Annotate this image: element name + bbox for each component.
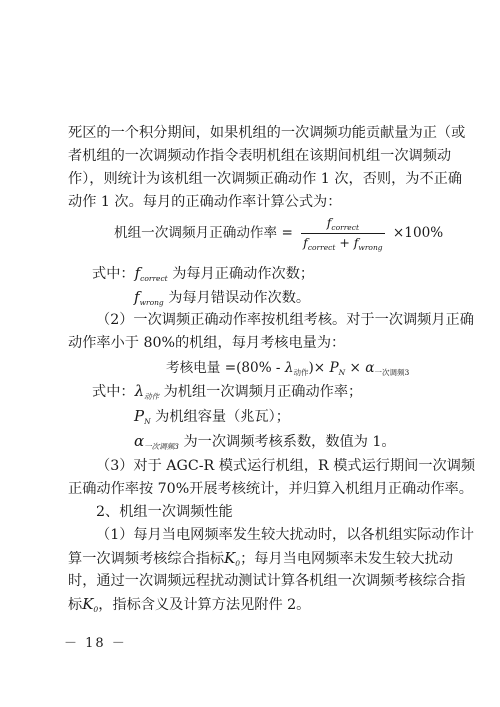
where-2-desc-1: 为机组一次调频月正确动作率； (163, 384, 363, 400)
paragraph-1-line-3: 作），则统计为该机组一次调频正确动作 1 次，否则，为不正确 (68, 171, 463, 187)
paragraph-1-line-2: 者机组的一次调频动作指令表明机组在该期间机组一次调频动 (68, 148, 452, 164)
where-2-line-1 (92, 381, 436, 407)
symbol-alpha-coef: $\alpha_{一次调频3}$ (134, 432, 179, 451)
paragraph-4-line-4: 标$K_0$，指标含义及计算方法见附件 2。 (68, 595, 311, 614)
where-2-line-2 (134, 406, 500, 432)
symbol-lambda: λ (284, 360, 294, 376)
formula-1-times-100: ×100% (392, 225, 444, 241)
where-1-desc-1: 为每月正确动作次数； (172, 266, 315, 282)
where-label: 式中： (92, 266, 135, 282)
formula-2-lhs: 考核电量 (166, 360, 221, 376)
paragraph-2-line-1: （2）一次调频正确动作率按机组考核。对于一次调频月正确 (96, 312, 474, 328)
where-1-line-1 (92, 263, 436, 289)
where-1-desc-2: 为每月错误动作次数。 (168, 290, 311, 306)
formula-2-part-1: =(80% - (224, 360, 285, 376)
formula-1-lhs: 机组一次调频月正确动作率 (114, 225, 278, 241)
where-2-desc-2: 为机组容量（兆瓦）； (155, 409, 290, 425)
formula-correct-rate (114, 215, 443, 252)
formula-assessment-energy: 考核电量 $=(80\% - \lambda_{动作})\times P_N \times \alpha_{一次调频3}$ (166, 360, 410, 377)
symbol-pn: $P_N$ (134, 407, 151, 426)
section-heading: 2、机组一次调频性能 (96, 504, 233, 520)
formula-1-fraction (301, 215, 384, 252)
paragraph-1-line-1: 死区的一个积分期间，如果机组的一次调频功能贡献量为正（或 (68, 125, 466, 141)
symbol-alpha: α (365, 360, 375, 376)
formula-2-part-3: × (345, 360, 366, 376)
symbol-k0: $K_0$ (224, 549, 241, 568)
paragraph-4-line-2: 算一次调频考核综合指标$K_0$；每月当电网频率未发生较大扰动 (68, 549, 453, 568)
symbol-lambda-action: $\lambda_{动作}$ (134, 382, 160, 401)
where-label: 式中： (92, 384, 135, 400)
symbol-f-wrong: $f_{wrong}$ (134, 288, 164, 307)
paragraph-1-line-4: 动作 1 次。每月的正确动作率计算公式为： (68, 194, 342, 210)
formula-1-numerator: $f_{correct}$ (326, 215, 359, 232)
paragraph-3-line-2: 正确动作率按 70%开展考核统计，并归算入机组月正确动作率。 (68, 481, 473, 497)
paragraph-4-line-3: 时，通过一次调频远程扰动测试计算各机组一次调频考核综合指 (68, 573, 466, 589)
where-2-line-3 (134, 431, 500, 457)
symbol-k0: $K_0$ (82, 595, 99, 614)
paragraph-3-line-1: （3）对于 AGC-R 模式运行机组，R 模式运行期间一次调频 (96, 458, 476, 474)
formula-1-equals: = (281, 225, 293, 241)
paragraph-4-line-1: （1）每月当电网频率发生较大扰动时，以各机组实际动作计 (96, 527, 474, 543)
formula-1-denominator: $f_{correct} + f_{wrong}$ (303, 235, 383, 252)
page-number: － 18 － (64, 636, 127, 651)
symbol-f-correct: $f_{correct}$ (134, 264, 168, 283)
paragraph-2-line-2: 动作率小于 80%的机组，每月考核电量为： (68, 335, 346, 351)
where-2-desc-3: 为一次调频考核系数，数值为 1。 (183, 434, 396, 450)
formula-2-part-2: )× (308, 360, 330, 376)
symbol-p: P (329, 360, 339, 376)
